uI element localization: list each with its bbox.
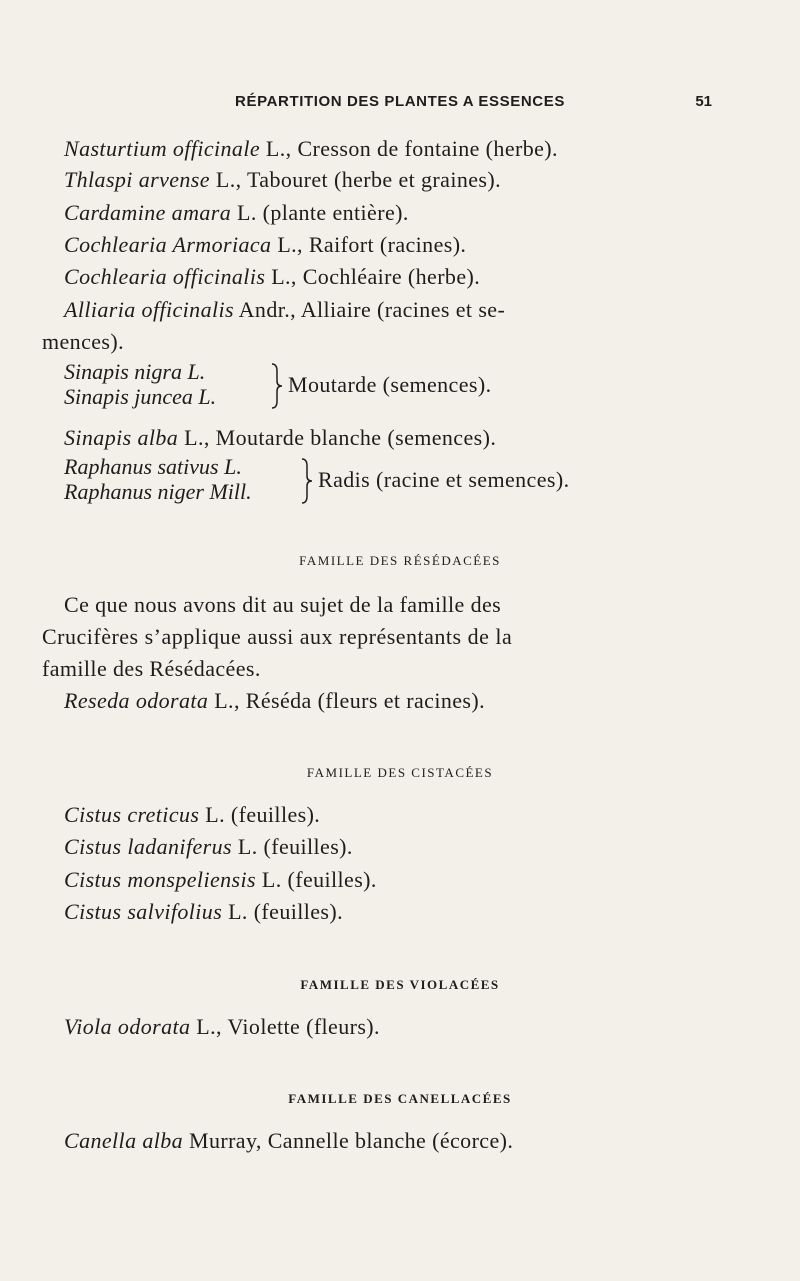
- latin-name: Canella alba: [64, 1128, 184, 1153]
- entry-text: L., Réséda (fleurs et racines).: [208, 688, 485, 713]
- entry-text: L., Cochléaire (herbe).: [265, 264, 481, 289]
- entry-text: L. (plante entière).: [231, 200, 409, 225]
- latin-name: Sinapis juncea L.: [64, 384, 217, 409]
- latin-name: Cistus monspeliensis: [64, 867, 256, 892]
- latin-name: Raphanus sativus L.: [64, 454, 242, 479]
- entry-line: [64, 295, 714, 325]
- latin-name: Reseda odorata: [64, 688, 209, 713]
- latin-name: Cardamine amara: [64, 200, 232, 225]
- entry-line: [64, 230, 714, 260]
- brace-icon: [300, 458, 314, 504]
- entry-line: [64, 198, 714, 228]
- latin-name: Raphanus niger Mill.: [64, 479, 252, 504]
- section-heading: FAMILLE DES RÉSÉDACÉES: [299, 553, 501, 568]
- entry-text: L. (feuilles).: [255, 867, 377, 892]
- latin-name: Sinapis nigra L.: [64, 359, 206, 384]
- entry-line: [64, 134, 714, 164]
- group-common-name: Moutarde (semences).: [288, 372, 492, 397]
- entry-line: [64, 832, 714, 862]
- entry-text: Murray, Cannelle blanche (écorce).: [183, 1128, 514, 1153]
- entry-continuation: mences).: [42, 329, 124, 354]
- entry-line: [64, 800, 714, 830]
- latin-name: Cistus salvifolius: [64, 899, 223, 924]
- entry-line: [64, 897, 714, 927]
- entry-text: L., Cresson de fontaine (herbe).: [260, 136, 558, 161]
- entry-text: L. (feuilles).: [222, 899, 344, 924]
- paragraph-line: Ce que nous avons dit au sujet de la famille des: [64, 592, 502, 617]
- entry-line: [64, 686, 714, 716]
- section-heading: FAMILLE DES CISTACÉES: [306, 765, 494, 780]
- entry-text: L., Tabouret (herbe et graines).: [209, 167, 501, 192]
- latin-name: Sinapis alba: [64, 425, 179, 450]
- latin-name: Cistus creticus: [64, 802, 200, 827]
- latin-name: Cochlearia Armoriaca: [64, 232, 272, 257]
- latin-name: Alliaria officinalis: [64, 297, 234, 322]
- latin-name: Cistus ladaniferus: [64, 834, 232, 859]
- entry-text: L., Violette (fleurs).: [190, 1014, 380, 1039]
- entry-line: [64, 1126, 714, 1156]
- running-header: [0, 93, 800, 113]
- latin-name: Thlaspi arvense: [64, 167, 210, 192]
- entry-text: L., Raifort (racines).: [271, 232, 467, 257]
- section-heading: FAMILLE DES CANELLACÉES: [288, 1091, 512, 1106]
- entry-text: L. (feuilles).: [199, 802, 321, 827]
- group-common-name: Radis (racine et semences).: [318, 467, 570, 492]
- sinapis-group: [64, 359, 764, 411]
- page-number: 51: [695, 93, 712, 110]
- entry-line: [64, 165, 714, 195]
- header-title: RÉPARTITION DES PLANTES A ESSENCES: [235, 93, 565, 110]
- entry-line: [64, 423, 714, 453]
- entry-line: [64, 1012, 714, 1042]
- entry-text: Andr., Alliaire (racines et se-: [233, 297, 506, 322]
- group-names: [64, 359, 216, 409]
- entry-text: L., Moutarde blanche (semences).: [178, 425, 497, 450]
- section-heading: FAMILLE DES VIOLACÉES: [300, 977, 500, 992]
- paragraph-line: Crucifères s’applique aussi aux représentants de la: [42, 624, 513, 649]
- latin-name: Viola odorata: [64, 1014, 191, 1039]
- group-names: [64, 454, 252, 504]
- entry-line: [64, 865, 714, 895]
- entry-line: [64, 262, 714, 292]
- paragraph-line: famille des Résédacées.: [42, 656, 261, 681]
- brace-icon: [270, 363, 284, 409]
- latin-name: Cochlearia officinalis: [64, 264, 266, 289]
- latin-name: Nasturtium officinale: [64, 136, 261, 161]
- entry-text: L. (feuilles).: [231, 834, 353, 859]
- raphanus-group: [64, 454, 764, 506]
